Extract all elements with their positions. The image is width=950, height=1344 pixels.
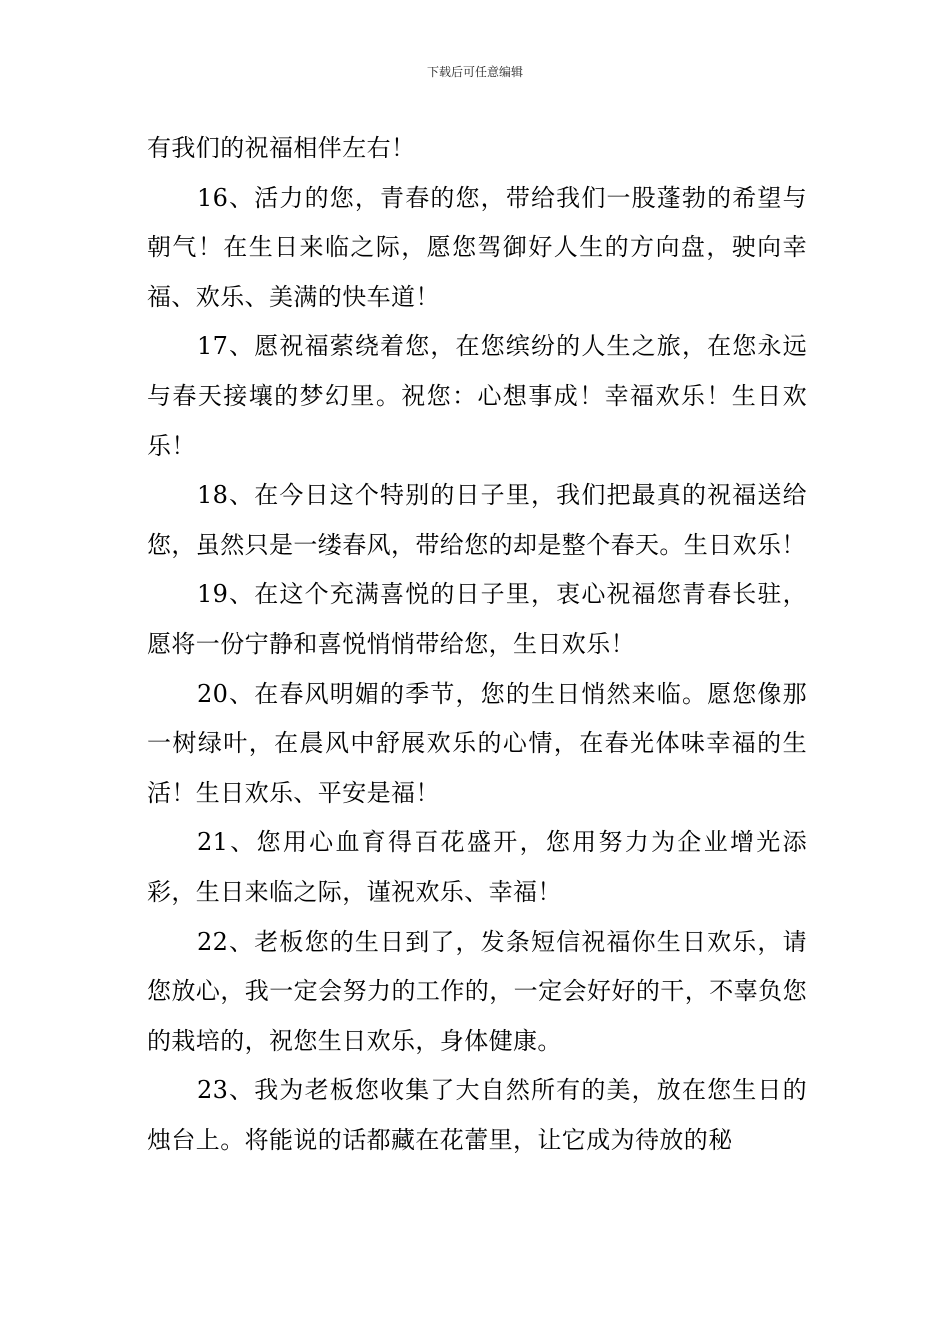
document-body <box>147 124 807 1165</box>
paragraph: 17、愿祝福萦绕着您，在您缤纷的人生之旅，在您永远与春天接壤的梦幻里。祝您：心想事成！幸福欢乐！生日欢乐！ <box>147 332 807 460</box>
paragraph: 19、在这个充满喜悦的日子里，衷心祝福您青春长驻，愿将一份宁静和喜悦悄悄带给您，生日欢乐！ <box>147 580 807 658</box>
paragraph: 16、活力的您，青春的您，带给我们一股蓬勃的希望与朝气！在生日来临之际，愿您驾御好人生的方向盘，驶向幸福、欢乐、美满的快车道！ <box>147 183 807 311</box>
paragraph: 20、在春风明媚的季节，您的生日悄然来临。愿您像那一树绿叶，在晨风中舒展欢乐的心情，在春光体味幸福的生活！生日欢乐、平安是福！ <box>147 679 807 807</box>
paragraph: 22、老板您的生日到了，发条短信祝福你生日欢乐，请您放心，我一定会努力的工作的，一定会好好的干，不辜负您的栽培的，祝您生日欢乐，身体健康。 <box>147 927 807 1055</box>
page-header: 下载后可任意编辑 <box>426 65 523 79</box>
paragraph: 23、我为老板您收集了大自然所有的美，放在您生日的烛台上。将能说的话都藏在花蕾里，让它成为待放的秘 <box>147 1076 807 1154</box>
paragraph: 18、在今日这个特别的日子里，我们把最真的祝福送给您，虽然只是一缕春风，带给您的却是整个春天。生日欢乐！ <box>147 481 807 559</box>
paragraph: 有我们的祝福相伴左右！ <box>147 134 416 162</box>
paragraph: 21、您用心血育得百花盛开，您用努力为企业增光添彩，生日来临之际，谨祝欢乐、幸福！ <box>147 828 807 906</box>
